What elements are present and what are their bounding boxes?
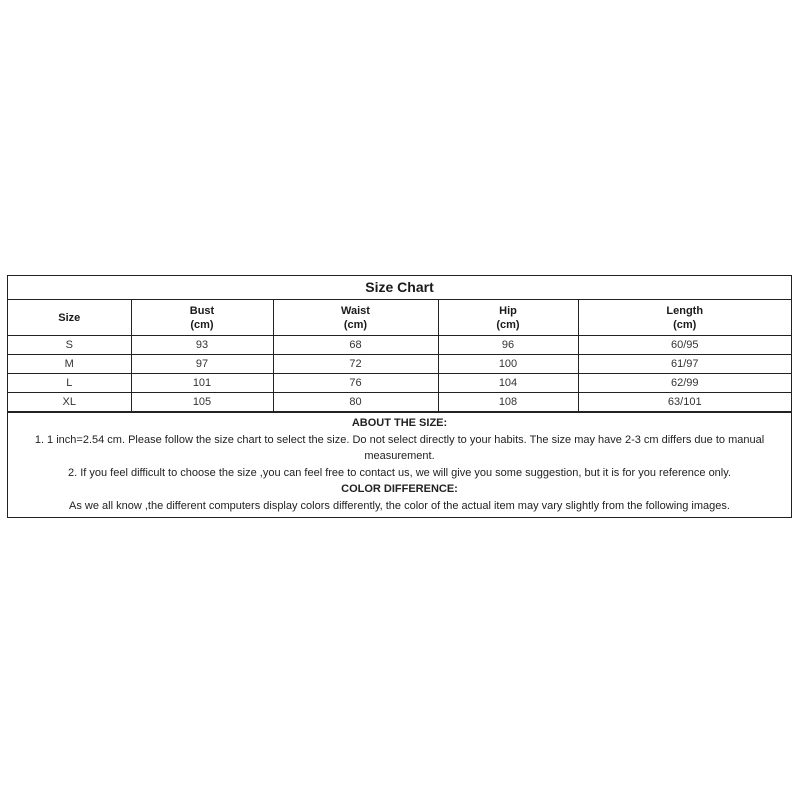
cell-size: S — [8, 336, 131, 355]
cell-waist: 76 — [273, 374, 438, 393]
cell-length: 60/95 — [578, 336, 791, 355]
size-notes — [8, 412, 791, 517]
header-hip — [438, 300, 578, 336]
header-label: Waist — [341, 304, 370, 317]
header-bust — [131, 300, 273, 336]
chart-title: Size Chart — [8, 276, 791, 300]
table-row — [8, 374, 791, 393]
cell-waist: 72 — [273, 355, 438, 374]
about-size-note-2: 2. If you feel difficult to choose the size ,you can feel free to contact us, we will give you some suggestion, but it is for you reference only. — [67, 466, 731, 479]
header-label: Length — [666, 304, 704, 317]
table-row — [8, 355, 791, 374]
cell-size: L — [8, 374, 131, 393]
cell-bust: 97 — [131, 355, 273, 374]
header-unit: (cm) — [190, 318, 214, 331]
size-table — [8, 300, 791, 412]
header-label: Hip — [499, 304, 517, 317]
cell-bust: 101 — [131, 374, 273, 393]
header-unit: (cm) — [343, 318, 368, 331]
header-label: Bust — [189, 304, 215, 317]
color-difference-heading: COLOR DIFFERENCE: — [341, 483, 458, 495]
cell-hip: 100 — [438, 355, 578, 374]
header-unit: (cm) — [673, 318, 697, 331]
cell-length: 61/97 — [578, 355, 791, 374]
table-row — [8, 393, 791, 412]
header-unit: (cm) — [496, 318, 520, 331]
table-header-row — [8, 300, 791, 336]
cell-length: 62/99 — [578, 374, 791, 393]
about-size-note-1: 1. 1 inch=2.54 cm. Please follow the size chart to select the size. Do not select directly to your habits. The size may have 2-3 cm differs due to manual measurement. — [34, 433, 765, 462]
cell-hip: 96 — [438, 336, 578, 355]
cell-size: XL — [8, 393, 131, 412]
header-waist — [273, 300, 438, 336]
color-difference-note: As we all know ,the different computers display colors differently, the color of the actual item may vary slightly from the following images. — [69, 499, 730, 512]
size-chart — [7, 275, 792, 518]
header-label: Size — [58, 311, 81, 324]
cell-size: M — [8, 355, 131, 374]
cell-length: 63/101 — [578, 393, 791, 412]
about-size-heading: ABOUT THE SIZE: — [351, 417, 448, 429]
cell-waist: 80 — [273, 393, 438, 412]
cell-hip: 104 — [438, 374, 578, 393]
cell-bust: 105 — [131, 393, 273, 412]
cell-waist: 68 — [273, 336, 438, 355]
header-size — [8, 300, 131, 336]
cell-hip: 108 — [438, 393, 578, 412]
header-length — [578, 300, 791, 336]
table-row — [8, 336, 791, 355]
cell-bust: 93 — [131, 336, 273, 355]
